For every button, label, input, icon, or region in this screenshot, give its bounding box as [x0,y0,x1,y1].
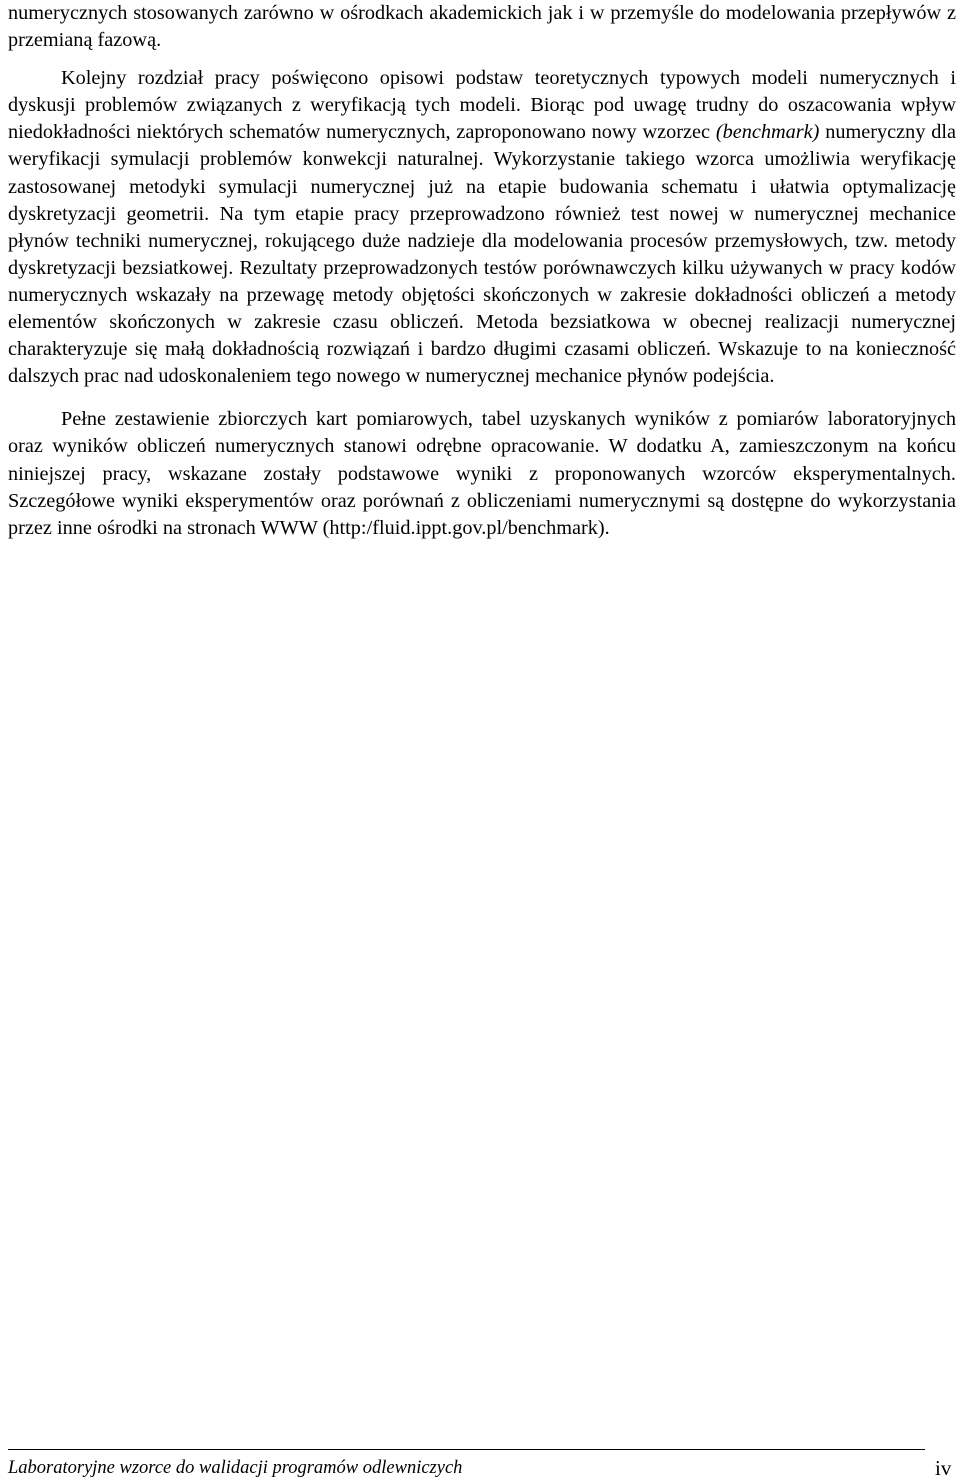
paragraph-summary: Pełne zestawienie zbiorczych kart pomiarowych, tabel uzyskanych wyników z pomiarów laboratoryjnych oraz wyników obliczeń numerycznych stanowi odrębne opracowanie. W dodatku A, zamieszczonym na końcu niniejszej pracy, wskazane zostały podstawowe wyniki z proponowanych wzorców eksperymentalnych. Szczegółowe wyniki eksperymentów oraz porównań z obliczeniami numerycznymi są dostępne do wykorzystania przez inne ośrodki na stronach WWW (http:/fluid.ippt.gov.pl/benchmark). [8,408,956,539]
page-number: iv [935,1456,952,1480]
footer-divider [8,1449,925,1450]
benchmark-term: (benchmark) [715,121,820,144]
footer-title: Laboratoryjne wzorce do walidacji programów odlewniczych [8,1458,463,1478]
paragraph-verification-text-before: Kolejny rozdział pracy poświęcono opisowi podstaw teoretycznych typowych modeli numerycznych i dyskusji problemów związanych z weryfikacją tych modeli. Biorąc pod uwagę trudny do oszacowania wpływ niedokładności niektórych schematów numerycznych, zaproponowano nowy wzorzec [8,67,956,144]
paragraph-verification-text-after: numeryczny dla weryfikacji symulacji problemów konwekcji naturalnej. Wykorzystanie takiego wzorca umożliwia weryfikację zastosowanej metodyki symulacji numerycznej już na etapie budowania schematu i ułatwia optymalizację dyskretyzacji geometrii. Na tym etapie pracy przeprowadzono również test nowej w numerycznej mechanice płynów techniki numerycznej, rokującego duże nadzieje dla modelowania procesów przemysłowych, tzw. metody dyskretyzacji bezsiatkowej. Rezultaty przeprowadzonych testów porównawczych kilku używanych w pracy kodów numerycznych wskazały na przewagę metody objętości skończonych w zakresie dokładności obliczeń a metody elementów skończonych w zakresie czasu obliczeń. Metoda bezsiatkowa w obecnej realizacji numerycznej charakteryzuje się małą dokładnością rozwiązań i bardzo długimi czasami obliczeń. Wskazuje to na konieczność dalszych prac nad udoskonaleniem tego nowego w numerycznej mechanice płynów podejścia. [8,121,957,388]
document-body [8,0,956,542]
paragraph-continuation: numerycznych stosowanych zarówno w ośrodkach akademickich jak i w przemyśle do modelowania przepływów z przemianą fazową. [8,2,956,52]
paragraph-verification [8,65,956,390]
